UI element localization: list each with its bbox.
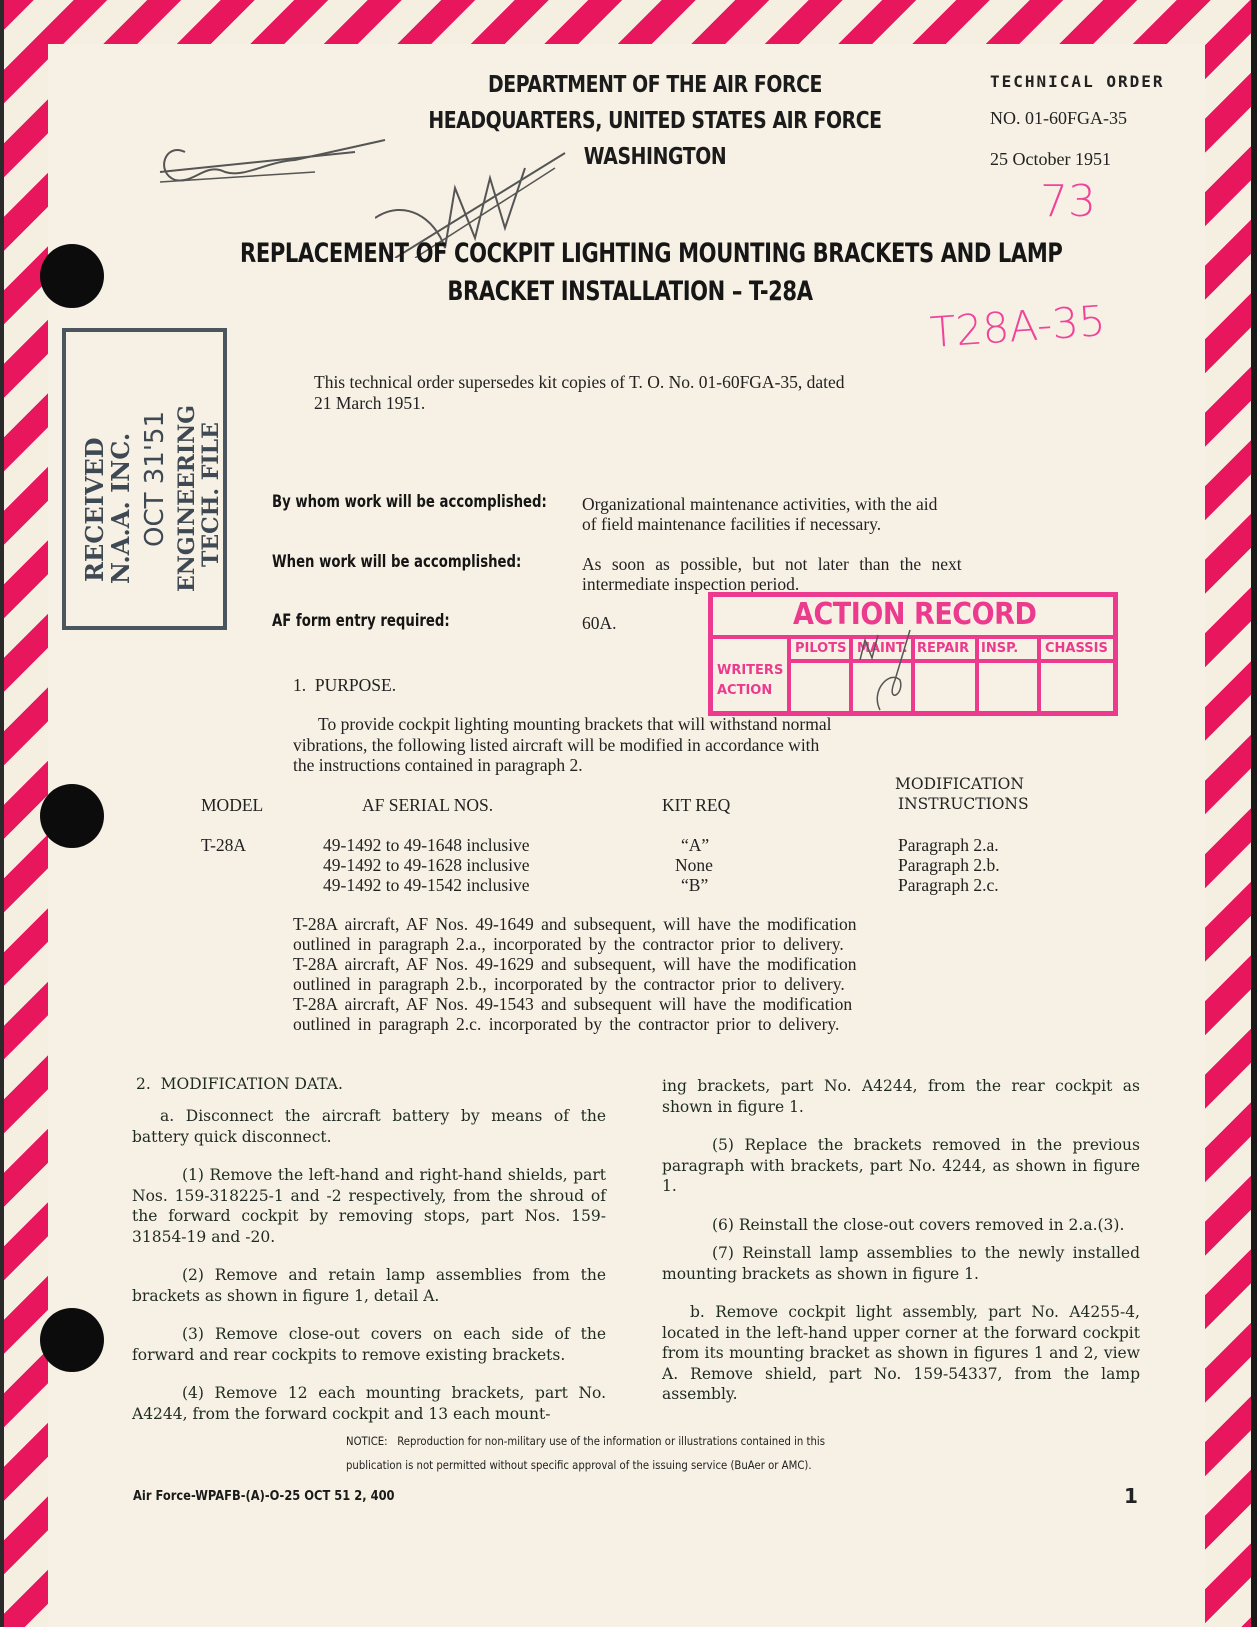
document-title-line2: BRACKET INSTALLATION – T-28A: [447, 276, 813, 307]
modification-right-column: [662, 1076, 1140, 1423]
cell-serials: 49-1492 to 49-1542 inclusive: [323, 875, 530, 895]
technical-order-number: NO. 01-60FGA-35: [990, 108, 1127, 128]
work-value-when-1: As soon as possible, but not later than the next: [582, 554, 962, 574]
th-instructions: INSTRUCTIONS: [898, 795, 1029, 813]
header-department: DEPARTMENT OF THE AIR FORCE: [487, 72, 822, 98]
scan-edge-left: [0, 0, 4, 1627]
work-value-by-whom-1: Organizational maintenance activities, with the aid: [582, 494, 938, 514]
step-a4-continued: ing brackets, part No. A4244, from the rear cockpit as shown in figure 1.: [662, 1077, 1140, 1116]
purpose-line3: the instructions contained in paragraph 2.: [293, 755, 583, 775]
cell-kit: “B”: [681, 875, 709, 895]
work-value-when-2: intermediate inspection period.: [582, 574, 800, 594]
step-a7: (7) Reinstall lamp assemblies to the newly installed mounting brackets as shown in figure 1.: [662, 1244, 1140, 1283]
th-modification: MODIFICATION: [895, 775, 1024, 793]
step-a6: (6) Reinstall the close-out covers removed in 2.a.(3).: [712, 1215, 1125, 1234]
incorporation-line3: T-28A aircraft, AF Nos. 49-1629 and subsequent, will have the modification: [293, 954, 857, 974]
incorporation-line2: outlined in paragraph 2.a., incorporated by the contractor prior to delivery.: [293, 934, 844, 954]
initials-scribble: [850, 610, 920, 720]
action-row-writers: WRITERS: [717, 663, 784, 678]
scan-edge-right: [1251, 0, 1257, 1627]
action-col-maint: MAINT.: [857, 641, 908, 656]
work-label-when: When work will be accomplished:: [272, 552, 522, 572]
binder-hole-middle: [40, 784, 104, 848]
received-stamp-line2: N.A.A. INC.: [106, 432, 135, 584]
th-model: MODEL: [201, 795, 264, 815]
supersedes-line1: This technical order supersedes kit copies of T. O. No. 01-60FGA-35, dated: [314, 372, 845, 392]
th-serials: AF SERIAL NOS.: [362, 795, 494, 815]
notice-line2: publication is not permitted without specific approval of the issuing service (BuAer or AMC).: [346, 1458, 812, 1472]
print-code: Air Force-WPAFB-(A)-O-25 OCT 51 2, 400: [133, 1488, 395, 1504]
handwritten-page-number: 73: [1040, 176, 1096, 227]
action-col-chassis: CHASSIS: [1045, 641, 1108, 656]
received-stamp-line4: TECH. FILE: [198, 422, 224, 567]
action-record-title: ACTION RECORD: [793, 597, 1037, 632]
step-b: b. Remove cockpit light assembly, part No. A4255-4, located in the left-hand upper corner at the forward cockpit from its mounting bracket as shown in figures 1 and 2, view A. Remove shield, part No. 159-54337, from the lamp assembly.: [662, 1303, 1140, 1403]
step-a: a. Disconnect the aircraft battery by means of the battery quick disconnect.: [132, 1107, 606, 1146]
cell-model: T-28A: [201, 835, 247, 855]
step-a3: (3) Remove close-out covers on each side of the forward and rear cockpits to remove existing brackets.: [132, 1325, 606, 1364]
action-col-repair: REPAIR: [917, 641, 970, 656]
cell-mod: Paragraph 2.a.: [898, 835, 999, 855]
work-label-by-whom: By whom work will be accomplished:: [272, 492, 547, 512]
technical-order-label: TECHNICAL ORDER: [990, 72, 1165, 91]
cell-mod: Paragraph 2.c.: [898, 875, 999, 895]
work-label-af-form: AF form entry required:: [272, 611, 450, 631]
action-col-insp: INSP.: [981, 641, 1019, 656]
step-a4: (4) Remove 12 each mounting brackets, part No. A4244, from the forward cockpit and 13 each mount-: [132, 1384, 606, 1423]
step-a5: (5) Replace the brackets removed in the previous paragraph with brackets, part No. 4244, as shown in figure 1.: [662, 1136, 1140, 1195]
received-stamp-date: OCT 31'51: [140, 410, 170, 547]
notice-line1: NOTICE: Reproduction for non-military use of the information or illustrations contained in this: [346, 1434, 826, 1448]
incorporation-line1: T-28A aircraft, AF Nos. 49-1649 and subsequent, will have the modification: [293, 914, 857, 934]
cell-serials: 49-1492 to 49-1648 inclusive: [323, 835, 530, 855]
supersedes-line2: 21 March 1951.: [314, 393, 426, 413]
signature-scribble-1: [155, 132, 405, 192]
cell-kit: None: [675, 855, 713, 875]
page-number: 1: [1124, 1484, 1138, 1508]
purpose-line1: To provide cockpit lighting mounting brackets that will withstand normal: [318, 714, 832, 734]
step-a2: (2) Remove and retain lamp assemblies from the brackets as shown in figure 1, detail A.: [132, 1266, 606, 1305]
modification-heading: 2. MODIFICATION DATA.: [136, 1075, 343, 1093]
handwritten-to-code: T28A-35: [928, 295, 1108, 358]
header-headquarters: HEADQUARTERS, UNITED STATES AIR FORCE: [428, 108, 882, 134]
technical-order-date: 25 October 1951: [990, 149, 1111, 169]
header-washington: WASHINGTON: [583, 144, 727, 170]
action-col-pilots: PILOTS: [795, 641, 847, 656]
document-title-line1: REPLACEMENT OF COCKPIT LIGHTING MOUNTING BRACKETS AND LAMP: [240, 238, 1063, 269]
received-stamp: [62, 328, 227, 630]
received-stamp-line1: RECEIVED: [80, 437, 109, 582]
th-kit: KIT REQ: [662, 795, 731, 815]
cell-serials: 49-1492 to 49-1628 inclusive: [323, 855, 530, 875]
binder-hole-bottom: [40, 1308, 104, 1372]
action-row-action: ACTION: [717, 683, 773, 698]
cell-kit: “A”: [681, 835, 710, 855]
step-a1: (1) Remove the left-hand and right-hand shields, part Nos. 159-318225-1 and -2 respectively, from the shroud of the forward cockpit by removing stops, part Nos. 159-31854-19 and -20.: [132, 1166, 606, 1246]
purpose-line2: vibrations, the following listed aircraft will be modified in accordance with: [293, 735, 820, 755]
incorporation-line6: outlined in paragraph 2.c. incorporated by the contractor prior to delivery.: [293, 1014, 840, 1034]
purpose-heading: 1. PURPOSE.: [293, 675, 397, 695]
work-value-af-form: 60A.: [582, 613, 617, 633]
work-value-by-whom-2: of field maintenance facilities if necessary.: [582, 514, 882, 534]
modification-left-column: [132, 1106, 606, 1442]
cell-mod: Paragraph 2.b.: [898, 855, 1000, 875]
incorporation-line5: T-28A aircraft, AF Nos. 49-1543 and subsequent will have the modification: [293, 994, 853, 1014]
incorporation-line4: outlined in paragraph 2.b., incorporated by the contractor prior to delivery.: [293, 974, 845, 994]
received-stamp-line3: ENGINEERING: [174, 404, 200, 592]
binder-hole-top: [40, 244, 104, 308]
